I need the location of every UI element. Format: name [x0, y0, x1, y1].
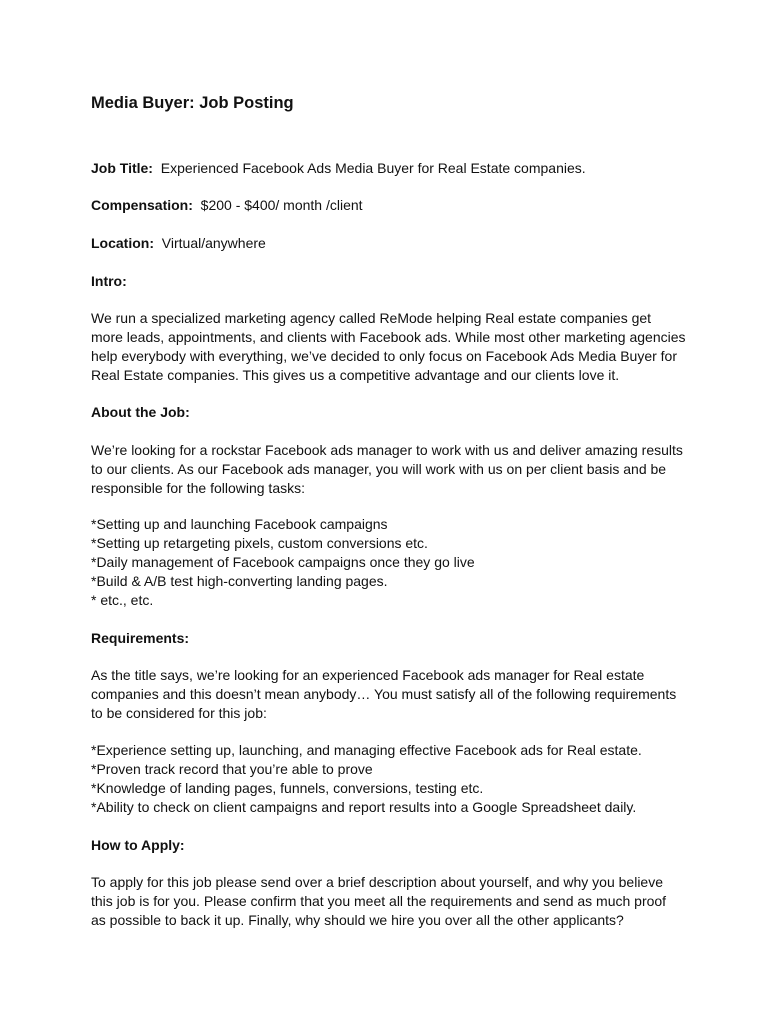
- requirements-paragraph: [91, 666, 691, 723]
- job-title-label: Job Title:: [91, 160, 153, 176]
- about-job-heading: About the Job:: [91, 404, 190, 420]
- task-item: *Build & A/B test high-converting landing pages.: [91, 573, 388, 589]
- compensation-value: $200 - $400/ month /client: [200, 197, 363, 213]
- location-value: Virtual/anywhere: [161, 235, 266, 251]
- about-line: to our clients. As our Facebook ads manager, you will work with us on per client basis and be: [91, 461, 667, 477]
- location-field: [91, 234, 266, 253]
- requirements-list: [91, 741, 691, 817]
- job-title-field: [91, 159, 586, 178]
- document-title: Media Buyer: Job Posting: [91, 94, 294, 112]
- requirements-heading: Requirements:: [91, 630, 190, 646]
- apply-line: as possible to back it up. Finally, why should we hire you over all the other applicants?: [91, 912, 624, 928]
- about-line: responsible for the following tasks:: [91, 480, 305, 496]
- intro-heading: Intro:: [91, 273, 127, 289]
- intro-line: help everybody with everything, we’ve decided to only focus on Facebook Ads Media Buyer for: [91, 348, 677, 364]
- task-item: *Setting up retargeting pixels, custom conversions etc.: [91, 535, 428, 551]
- task-item: *Daily management of Facebook campaigns once they go live: [91, 554, 475, 570]
- compensation-field: [91, 196, 363, 215]
- task-item: * etc., etc.: [91, 592, 154, 608]
- requirement-item: *Experience setting up, launching, and managing effective Facebook ads for Real estate.: [91, 742, 642, 758]
- intro-line: Real Estate companies. This gives us a competitive advantage and our clients love it.: [91, 367, 620, 383]
- intro-line: We run a specialized marketing agency called ReMode helping Real estate companies get: [91, 310, 652, 326]
- job-title-value: Experienced Facebook Ads Media Buyer for Real Estate companies.: [160, 160, 586, 176]
- requirement-item: *Knowledge of landing pages, funnels, conversions, testing etc.: [91, 780, 484, 796]
- requirements-line: to be considered for this job:: [91, 705, 267, 721]
- about-job-paragraph: [91, 441, 691, 498]
- intro-line: more leads, appointments, and clients with Facebook ads. While most other marketing agencies: [91, 329, 686, 345]
- apply-line: this job is for you. Please confirm that you meet all the requirements and send as much proof: [91, 893, 667, 909]
- location-label: Location:: [91, 235, 154, 251]
- how-to-apply-heading: How to Apply:: [91, 837, 185, 853]
- requirements-line: As the title says, we’re looking for an experienced Facebook ads manager for Real estate: [91, 667, 645, 683]
- tasks-list: [91, 515, 691, 610]
- compensation-label: Compensation:: [91, 197, 193, 213]
- requirements-line: companies and this doesn’t mean anybody… You must satisfy all of the following requirements: [91, 686, 677, 702]
- apply-line: To apply for this job please send over a brief description about yourself, and why you believe: [91, 874, 664, 890]
- about-line: We’re looking for a rockstar Facebook ads manager to work with us and deliver amazing results: [91, 442, 683, 458]
- how-to-apply-paragraph: [91, 873, 691, 930]
- requirement-item: *Ability to check on client campaigns and report results into a Google Spreadsheet daily.: [91, 799, 637, 815]
- intro-paragraph: [91, 309, 691, 385]
- task-item: *Setting up and launching Facebook campaigns: [91, 516, 388, 532]
- requirement-item: *Proven track record that you’re able to prove: [91, 761, 373, 777]
